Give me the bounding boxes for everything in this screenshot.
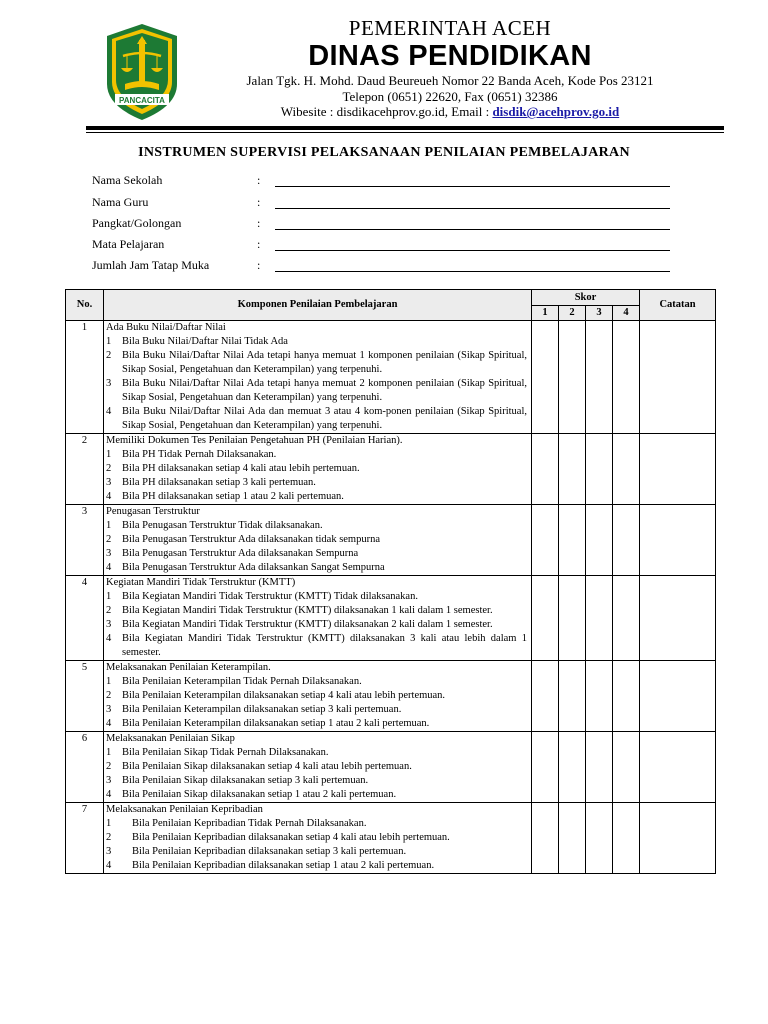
criteria-text: Bila Penilaian Keterampilan dilaksanakan setiap 4 kali atau lebih pertemuan. <box>122 690 446 701</box>
score-cell-3[interactable] <box>586 576 613 661</box>
score-cell-3[interactable] <box>586 661 613 732</box>
component-name: Memiliki Dokumen Tes Penilaian Pengetahuan PH (Penilaian Harian). <box>106 435 403 446</box>
criteria-item <box>104 675 531 689</box>
notes-cell[interactable] <box>640 661 716 732</box>
criteria-text: Bila PH dilaksanakan setiap 3 kali pertemuan. <box>122 477 316 488</box>
field-colon: : <box>257 237 261 251</box>
score-cell-4[interactable] <box>613 803 640 874</box>
score-cell-2[interactable] <box>559 434 586 505</box>
component-name: Melaksanakan Penilaian Keterampilan. <box>106 662 271 673</box>
criteria-item <box>104 845 531 859</box>
address: Jalan Tgk. H. Mohd. Daud Beureueh Nomor 22 Banda Aceh, Kode Pos 23121 <box>246 73 654 88</box>
score-cell-1[interactable] <box>532 661 559 732</box>
criteria-number: 2 <box>106 463 112 474</box>
score-cell-4[interactable] <box>613 732 640 803</box>
field-label: Pangkat/Golongan <box>92 216 182 230</box>
criteria-item <box>104 760 531 774</box>
criteria-item <box>104 462 531 476</box>
component-cell <box>104 803 532 874</box>
score-cell-3[interactable] <box>586 505 613 576</box>
row-number: 1 <box>66 321 104 434</box>
criteria-item <box>104 490 531 504</box>
document-title: INSTRUMEN SUPERVISI PELAKSANAAN PENILAIAN PEMBELAJARAN <box>138 145 630 160</box>
notes-cell[interactable] <box>640 576 716 661</box>
criteria-text: Bila Penilaian Sikap Tidak Pernah Dilaksanakan. <box>122 747 329 758</box>
criteria-item <box>104 377 531 405</box>
criteria-text: Bila Penugasan Terstruktur Ada dilaksanakan tidak sempurna <box>122 534 381 545</box>
criteria-number: 3 <box>106 704 112 715</box>
score-cell-2[interactable] <box>559 732 586 803</box>
pancacita-logo <box>103 22 181 122</box>
notes-cell[interactable] <box>640 321 716 434</box>
criteria-text: Bila Kegiatan Mandiri Tidak Terstruktur (KMTT) dilaksanakan 3 kali atau lebih dalam 1 semester. <box>122 633 527 658</box>
criteria-item <box>104 604 531 618</box>
criteria-item <box>104 689 531 703</box>
criteria-text: Bila Buku Nilai/Daftar Nilai Tidak Ada <box>122 336 288 347</box>
header-score-1: 1 <box>532 306 559 321</box>
notes-cell[interactable] <box>640 732 716 803</box>
criteria-number: 1 <box>106 591 112 602</box>
score-cell-1[interactable] <box>532 803 559 874</box>
fill-line[interactable] <box>275 186 670 187</box>
criteria-number: 1 <box>106 747 112 758</box>
criteria-item <box>104 519 531 533</box>
government-name: PEMERINTAH ACEH <box>348 16 552 40</box>
notes-cell[interactable] <box>640 434 716 505</box>
website-email <box>190 104 710 120</box>
fill-line[interactable] <box>275 208 670 209</box>
component-cell <box>104 434 532 505</box>
criteria-item <box>104 561 531 575</box>
criteria-text: Bila Buku Nilai/Daftar Nilai Ada dan memuat 3 atau 4 kom-ponen penilaian (Sikap Spiritual, Sikap Sosial, Pengetahuan dan Keterampilan) yang terpenuhi. <box>122 406 527 431</box>
criteria-number: 2 <box>106 690 112 701</box>
score-cell-3[interactable] <box>586 434 613 505</box>
score-cell-2[interactable] <box>559 576 586 661</box>
criteria-number: 3 <box>106 846 112 857</box>
component-name: Ada Buku Nilai/Daftar Nilai <box>106 322 226 333</box>
criteria-text: Bila Penilaian Keterampilan dilaksanakan setiap 3 kali pertemuan. <box>122 704 402 715</box>
website-text: Wibesite : disdikacehprov.go.id, Email : <box>280 104 493 119</box>
criteria-item <box>104 405 531 433</box>
component-cell <box>104 661 532 732</box>
criteria-number: 4 <box>106 860 112 871</box>
criteria-number: 2 <box>106 832 112 843</box>
criteria-text: Bila Penugasan Terstruktur Ada dilaksanakan Sempurna <box>122 548 359 559</box>
criteria-text: Bila Penugasan Terstruktur Ada dilaksankan Sangat Sempurna <box>122 562 385 573</box>
header-score-3: 3 <box>586 306 613 321</box>
score-cell-4[interactable] <box>613 434 640 505</box>
criteria-number: 2 <box>106 605 112 616</box>
score-cell-2[interactable] <box>559 803 586 874</box>
field-colon: : <box>257 195 261 209</box>
field-label: Nama Guru <box>92 195 149 209</box>
criteria-text: Bila Kegiatan Mandiri Tidak Terstruktur (KMTT) Tidak dilaksanakan. <box>122 591 418 602</box>
score-cell-3[interactable] <box>586 321 613 434</box>
criteria-item <box>104 590 531 604</box>
field-colon: : <box>257 258 261 272</box>
criteria-item <box>104 632 531 660</box>
criteria-number: 1 <box>106 818 112 829</box>
header-skor: Skor <box>532 290 640 306</box>
criteria-text: Bila Kegiatan Mandiri Tidak Terstruktur (KMTT) dilaksanakan 1 kali dalam 1 semester. <box>122 605 493 616</box>
component-name: Melaksanakan Penilaian Kepribadian <box>106 804 263 815</box>
field-colon: : <box>257 173 261 187</box>
field-label: Jumlah Jam Tatap Muka <box>92 258 210 272</box>
row-number: 4 <box>66 576 104 661</box>
criteria-item <box>104 335 531 349</box>
criteria-number: 2 <box>106 350 112 361</box>
criteria-number: 4 <box>106 633 112 644</box>
table-row <box>66 732 716 803</box>
criteria-number: 4 <box>106 491 112 502</box>
criteria-item <box>104 448 531 462</box>
table-row <box>66 661 716 732</box>
criteria-text: Bila Penilaian Kepribadian dilaksanakan setiap 4 kali atau lebih pertemuan. <box>132 832 450 843</box>
row-number: 3 <box>66 505 104 576</box>
criteria-text: Bila Penugasan Terstruktur Tidak dilaksanakan. <box>122 520 323 531</box>
criteria-text: Bila Penilaian Kepribadian dilaksanakan setiap 3 kali pertemuan. <box>132 846 407 857</box>
score-cell-2[interactable] <box>559 321 586 434</box>
table-row <box>66 803 716 874</box>
score-cell-3[interactable] <box>586 803 613 874</box>
criteria-item <box>104 717 531 731</box>
header-komponen: Komponen Penilaian Pembelajaran <box>104 290 532 321</box>
header-rule-thick <box>86 126 724 130</box>
score-cell-1[interactable] <box>532 732 559 803</box>
component-cell <box>104 321 532 434</box>
criteria-number: 1 <box>106 449 112 460</box>
criteria-number: 1 <box>106 520 112 531</box>
criteria-item <box>104 703 531 717</box>
criteria-number: 4 <box>106 562 112 573</box>
criteria-text: Bila Penilaian Sikap dilaksanakan setiap 3 kali pertemuan. <box>122 775 369 786</box>
criteria-number: 3 <box>106 477 112 488</box>
criteria-item <box>104 831 531 845</box>
fill-line[interactable] <box>275 250 670 251</box>
assessment-table <box>65 289 716 874</box>
header-catatan: Catatan <box>640 290 716 321</box>
component-cell <box>104 732 532 803</box>
header-no: No. <box>66 290 104 321</box>
table-row <box>66 576 716 661</box>
criteria-number: 3 <box>106 619 112 630</box>
fill-line[interactable] <box>275 229 670 230</box>
field-colon: : <box>257 216 261 230</box>
criteria-number: 4 <box>106 789 112 800</box>
score-cell-4[interactable] <box>613 661 640 732</box>
header-rule-thin <box>86 132 724 133</box>
score-cell-1[interactable] <box>532 321 559 434</box>
criteria-number: 3 <box>106 548 112 559</box>
criteria-text: Bila Buku Nilai/Daftar Nilai Ada tetapi hanya memuat 2 komponen penilaian (Sikap Spiritual, Sikap Sosial, Pengetahuan dan Keterampilan) yang terpenuhi. <box>122 378 527 403</box>
score-cell-1[interactable] <box>532 434 559 505</box>
criteria-item <box>104 817 531 831</box>
score-cell-1[interactable] <box>532 576 559 661</box>
score-cell-3[interactable] <box>586 732 613 803</box>
criteria-item <box>104 788 531 802</box>
criteria-number: 2 <box>106 761 112 772</box>
criteria-number: 4 <box>106 406 112 417</box>
criteria-number: 3 <box>106 378 112 389</box>
header-score-2: 2 <box>559 306 586 321</box>
criteria-number: 2 <box>106 534 112 545</box>
row-number: 7 <box>66 803 104 874</box>
criteria-text: Bila Kegiatan Mandiri Tidak Terstruktur (KMTT) dilaksanakan 2 kali dalam 1 semester. <box>122 619 493 630</box>
score-cell-2[interactable] <box>559 661 586 732</box>
criteria-number: 4 <box>106 718 112 729</box>
field-label: Nama Sekolah <box>92 173 163 187</box>
table-row <box>66 505 716 576</box>
score-cell-4[interactable] <box>613 321 640 434</box>
fill-line[interactable] <box>275 271 670 272</box>
table-row <box>66 434 716 505</box>
email-link[interactable]: disdik@acehprov.go.id <box>492 104 620 119</box>
component-name: Kegiatan Mandiri Tidak Terstruktur (KMTT) <box>106 577 296 588</box>
component-cell <box>104 576 532 661</box>
notes-cell[interactable] <box>640 803 716 874</box>
criteria-item <box>104 746 531 760</box>
criteria-text: Bila PH Tidak Pernah Dilaksanakan. <box>122 449 277 460</box>
criteria-text: Bila Penilaian Keterampilan Tidak Pernah Dilaksanakan. <box>122 676 362 687</box>
row-number: 6 <box>66 732 104 803</box>
criteria-item <box>104 349 531 377</box>
criteria-item <box>104 547 531 561</box>
score-cell-4[interactable] <box>613 505 640 576</box>
component-name: Melaksanakan Penilaian Sikap <box>106 733 235 744</box>
row-number: 5 <box>66 661 104 732</box>
criteria-item <box>104 533 531 547</box>
row-number: 2 <box>66 434 104 505</box>
criteria-text: Bila Penilaian Sikap dilaksanakan setiap 4 kali atau lebih pertemuan. <box>122 761 412 772</box>
criteria-number: 3 <box>106 775 112 786</box>
criteria-item <box>104 774 531 788</box>
notes-cell[interactable] <box>640 505 716 576</box>
criteria-item <box>104 618 531 632</box>
field-label: Mata Pelajaran <box>92 237 165 251</box>
table-row <box>66 321 716 434</box>
criteria-number: 1 <box>106 676 112 687</box>
criteria-item <box>104 476 531 490</box>
svg-text:PANCACITA: PANCACITA <box>119 96 165 105</box>
criteria-text: Bila Penilaian Sikap dilaksanakan setiap 1 atau 2 kali pertemuan. <box>122 789 397 800</box>
criteria-number: 1 <box>106 336 112 347</box>
score-cell-1[interactable] <box>532 505 559 576</box>
criteria-item <box>104 859 531 873</box>
header-score-4: 4 <box>613 306 640 321</box>
criteria-text: Bila Buku Nilai/Daftar Nilai Ada tetapi hanya memuat 1 komponen penilaian (Sikap Spiritual, Sikap Sosial, Pengetahuan dan Keterampilan) yang terpenuhi. <box>122 350 527 375</box>
agency-name: DINAS PENDIDIKAN <box>308 40 592 72</box>
component-name: Penugasan Terstruktur <box>106 506 200 517</box>
phone-fax: Telepon (0651) 22620, Fax (0651) 32386 <box>342 89 558 104</box>
criteria-text: Bila PH dilaksanakan setiap 1 atau 2 kali pertemuan. <box>122 491 344 502</box>
score-cell-4[interactable] <box>613 576 640 661</box>
criteria-text: Bila Penilaian Keterampilan dilaksanakan setiap 1 atau 2 kali pertemuan. <box>122 718 430 729</box>
component-cell <box>104 505 532 576</box>
score-cell-2[interactable] <box>559 505 586 576</box>
criteria-text: Bila Penilaian Kepribadian Tidak Pernah Dilaksanakan. <box>132 818 367 829</box>
criteria-text: Bila PH dilaksanakan setiap 4 kali atau lebih pertemuan. <box>122 463 360 474</box>
criteria-text: Bila Penilaian Kepribadian dilaksanakan setiap 1 atau 2 kali pertemuan. <box>132 860 435 871</box>
